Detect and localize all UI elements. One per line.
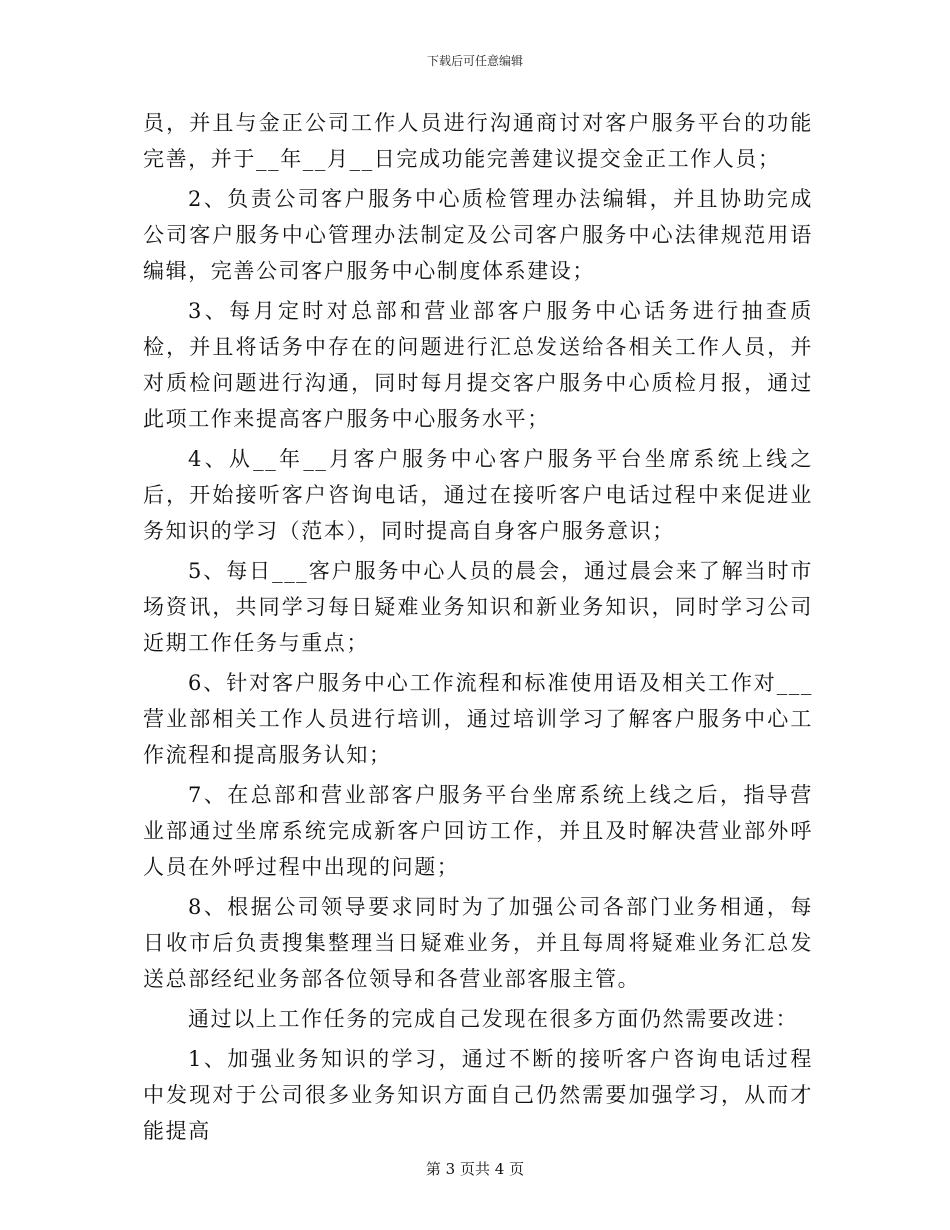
page-footer: 第 3 页共 4 页 xyxy=(425,1160,525,1178)
document-body xyxy=(143,105,813,1149)
paragraph-item-2: 2、负责公司客户服务中心质检管理办法编辑，并且协助完成公司客户服务中心管理办法制定及公司客户服务中心法律规范用语编辑，完善公司客户服务中心制度体系建设； xyxy=(143,187,813,283)
paragraph-item-8: 8、根据公司领导要求同时为了加强公司各部门业务相通，每日收市后负责搜集整理当日疑难业务，并且每周将疑难业务汇总发送总部经纪业务部各位领导和各营业部客服主管。 xyxy=(143,895,813,991)
paragraph-summary: 通过以上工作任务的完成自己发现在很多方面仍然需要改进： xyxy=(188,1007,799,1031)
paragraph-item-4: 4、从__年__月客户服务中心客户服务平台坐席系统上线之后，开始接听客户咨询电话，通过在接听客户电话过程中来促进业务知识的学习（范本），同时提高自身客户服务意识； xyxy=(143,447,813,543)
paragraph-item-5: 5、每日___客户服务中心人员的晨会，通过晨会来了解当时市场资讯，共同学习每日疑难业务知识和新业务知识，同时学习公司近期工作任务与重点； xyxy=(143,559,813,655)
paragraph-improvement-1: 1、加强业务知识的学习，通过不断的接听客户咨询电话过程中发现对于公司很多业务知识方面自己仍然需要加强学习，从而才能提高 xyxy=(143,1047,813,1143)
paragraph-continuation: 员，并且与金正公司工作人员进行沟通商讨对客户服务平台的功能完善，并于__年__月__日完成功能完善建议提交金正工作人员； xyxy=(143,111,813,171)
paragraph-item-6: 6、针对客户服务中心工作流程和标准使用语及相关工作对___营业部相关工作人员进行培训，通过培训学习了解客户服务中心工作流程和提高服务认知； xyxy=(143,671,813,767)
paragraph-item-3: 3、每月定时对总部和营业部客户服务中心话务进行抽查质检，并且将话务中存在的问题进行汇总发送给各相关工作人员，并对质检问题进行沟通，同时每月提交客户服务中心质检月报，通过此项工作来提高客户服务中心服务水平； xyxy=(143,299,813,431)
paragraph-item-7: 7、在总部和营业部客户服务平台坐席系统上线之后，指导营业部通过坐席系统完成新客户回访工作，并且及时解决营业部外呼人员在外呼过程中出现的问题； xyxy=(143,783,813,879)
page-header: 下载后可任意编辑 xyxy=(426,54,523,68)
